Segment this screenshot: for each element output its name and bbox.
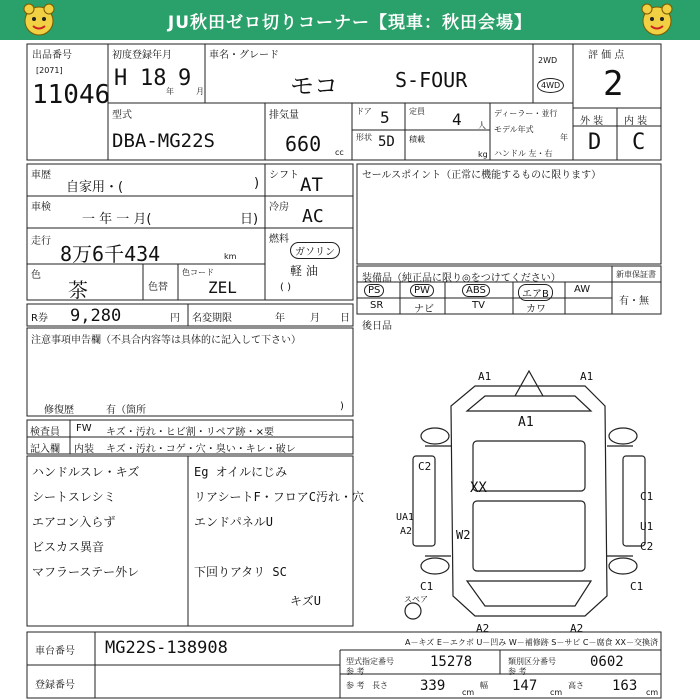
lot-small: [2071] [36, 66, 63, 75]
mark-a1-fl: A1 [478, 370, 492, 383]
first-reg-year: 18 [140, 66, 167, 91]
exterior-label: 外 装 [580, 116, 604, 127]
rtax-label: R券 [31, 313, 48, 324]
notes-label: 注意事項申告欄（不具合内容等は具体的に記入して下さい） [31, 335, 301, 346]
remark-right-2: リアシートF・フロアC汚れ・穴 [194, 490, 364, 504]
month-unit: 月 [196, 87, 204, 96]
height-value: 163 [612, 678, 638, 694]
mark-a2-rear-right: A2 [570, 622, 584, 635]
equip-ps: PS [364, 284, 384, 297]
door-value: 5 [380, 108, 390, 127]
chassis-value: MG22S-138908 [105, 638, 228, 658]
shape-value: 5D [378, 134, 395, 150]
drive-2wd: 2WD [538, 56, 558, 65]
door-label: ドア [356, 107, 372, 116]
dealer-label: ディーラー・並行 [494, 109, 558, 118]
shift-value: AT [300, 174, 323, 196]
rtax-value: 9,280 [70, 306, 122, 326]
shaken-value: 一 年 一 月( [82, 212, 152, 227]
load-unit: kg [478, 150, 488, 159]
remark-right-6: キズU [290, 594, 321, 608]
color-value: 茶 [68, 278, 88, 302]
mark-xx: XX [470, 480, 487, 496]
interior-row-label: 内装 [74, 444, 94, 455]
ref-label-2: 参 考 [508, 667, 527, 676]
color-code-value: ZEL [208, 278, 237, 297]
color-change-label: 色替 [148, 282, 168, 293]
spare-label: スペア [404, 595, 428, 604]
fw-label: FW [76, 423, 92, 434]
remark-right-1: Eg オイルにじみ [194, 465, 288, 479]
height-label: 高さ [568, 681, 584, 690]
length-value: 339 [420, 678, 446, 694]
remark-left-3: エアコン入らず [32, 515, 116, 529]
mark-a2-rear-left: A2 [476, 622, 490, 635]
handle-label: ハンドル 左・右 [494, 149, 553, 158]
width-label: 幅 [480, 681, 488, 690]
remark-left-4: ビスカス異音 [32, 540, 105, 554]
equip-leather: カワ [526, 304, 546, 315]
fuel-other: ( ) [280, 282, 291, 293]
fw-items: キズ・汚れ・ヒビ割・リペア跡・×要 [106, 427, 274, 438]
mark-u1-right: U1 [640, 520, 654, 533]
fuel-diesel: 軽 油 [290, 264, 318, 278]
first-reg-label: 初度登録年月 [112, 50, 172, 61]
mark-c2-right: C2 [640, 540, 654, 553]
disp-label: 排気量 [269, 110, 299, 121]
remark-left-1: ハンドルスレ・キズ [32, 465, 140, 479]
width-value: 147 [512, 678, 538, 694]
name-change-label: 名変期限 [192, 313, 232, 324]
name-label: 車名・グレード [209, 50, 279, 61]
page-title: JU秋田ゼロ切りコーナー【現車：秋田会場】 [167, 13, 533, 33]
after-items-label: 後日品 [362, 321, 392, 332]
lot-label: 出品番号 [32, 50, 72, 61]
car-name: モコ [290, 72, 338, 100]
year-unit: 年 [166, 87, 174, 96]
mark-a2-left: A2 [400, 526, 413, 537]
mileage-value: 8万6千434 [60, 242, 161, 266]
remark-left-2: シートスレシミ [32, 490, 116, 504]
lot-number: 11046 [32, 80, 111, 110]
interior-label: 内 装 [624, 116, 648, 127]
mark-c1-bottom-left: C1 [420, 580, 434, 593]
type-no-value: 15278 [430, 654, 473, 670]
history-value: 自家用・( [66, 180, 124, 195]
warranty-label: 新車保証書 [616, 270, 656, 279]
seats-value: 4 [452, 110, 462, 129]
type-no-label: 型式指定番号 [346, 657, 394, 666]
length-label: 長さ [372, 681, 388, 690]
remark-right-5: 下回りアタリ SC [194, 565, 287, 579]
cat-no-value: 0602 [590, 654, 624, 670]
history-close: ) [254, 176, 260, 191]
load-label: 積載 [409, 135, 425, 144]
sales-point-label: セールスポイント（正常に機能するものに限ります） [362, 170, 602, 181]
disp-value: 660 [285, 132, 322, 156]
color-code-label: 色コード [182, 268, 214, 277]
car-grade: S-FOUR [395, 68, 468, 92]
equip-pw: PW [410, 284, 434, 297]
mark-a1-hood: A1 [518, 415, 534, 430]
seats-label: 定員 [409, 107, 425, 116]
rtax-unit: 円 [170, 313, 180, 324]
model-label: 型式 [112, 110, 132, 121]
mark-c1-bottom-right: C1 [630, 580, 644, 593]
repair-value: 有（箇所 [106, 405, 146, 416]
first-reg-era: H [114, 66, 128, 91]
nc-year: 年 [275, 313, 285, 324]
equip-aw: AW [574, 284, 591, 295]
fuel-gasoline: ガソリン [290, 242, 340, 259]
mark-ua1: UA1 [396, 512, 415, 523]
first-reg-month: 9 [178, 66, 192, 91]
ac-label: 冷房 [269, 202, 289, 213]
ac-value: AC [302, 206, 324, 227]
equip-abs: ABS [462, 284, 490, 297]
exterior-score: D [588, 130, 602, 155]
fill-label: 記入欄 [30, 444, 60, 455]
seats-unit: 人 [478, 121, 486, 130]
mileage-unit: km [224, 252, 237, 261]
equip-navi: ナビ [414, 304, 434, 315]
score-label: 評 価 点 [588, 50, 625, 61]
model-year-label: モデル年式 [494, 125, 534, 134]
disp-unit: cc [335, 148, 344, 157]
nc-day: 日 [340, 313, 350, 324]
cat-no-label: 類別区分番号 [508, 657, 556, 666]
remark-left-5: マフラーステー外レ [32, 565, 140, 579]
mark-c2-left: C2 [418, 460, 432, 473]
dim-ref-label: 参 考 [346, 681, 365, 690]
warranty-value: 有・無 [619, 296, 649, 307]
inspector-label: 検査員 [30, 427, 60, 438]
remark-right-3: エンドパネルU [194, 515, 273, 529]
shaken-close: 日) [240, 212, 259, 227]
car-damage-diagram [395, 366, 663, 628]
repair-close: ) [340, 401, 344, 412]
shaken-label: 車検 [31, 202, 51, 213]
equip-tv: TV [472, 300, 485, 311]
interior-score: C [632, 130, 646, 155]
shape-label: 形状 [356, 133, 372, 142]
mark-c1-right: C1 [640, 490, 654, 503]
equip-sr: SR [370, 300, 384, 311]
model-value: DBA-MG22S [112, 130, 215, 152]
fuel-label: 燃料 [269, 234, 289, 245]
history-label: 車歴 [31, 170, 51, 181]
interior-items: キズ・汚れ・コゲ・穴・臭い・キレ・破レ [106, 444, 296, 455]
equipment-label: 装備品（純正品に限り◎をつけてください） [362, 273, 561, 284]
width-unit: cm [550, 688, 563, 697]
length-unit: cm [462, 688, 475, 697]
score-value: 2 [603, 64, 624, 104]
reg-label: 登録番号 [35, 680, 75, 691]
repair-label: 修復歴 [44, 405, 74, 416]
damage-legend: A－キズ E－エクボ U－凹み W－補修跡 S－サビ C－腐食 XX－交換済 [405, 638, 659, 647]
mark-w2: W2 [456, 528, 471, 542]
mileage-label: 走行 [31, 236, 51, 247]
nc-month: 月 [310, 313, 320, 324]
shift-label: シフト [269, 170, 299, 181]
height-unit: cm [646, 688, 659, 697]
chassis-label: 車台番号 [35, 646, 75, 657]
model-year-unit: 年 [560, 133, 568, 142]
drive-4wd: 4WD [537, 78, 564, 93]
color-label: 色 [31, 270, 41, 281]
mark-a1-fr: A1 [580, 370, 594, 383]
ref-label-1: 参 考 [346, 667, 365, 676]
equip-airbag: エアB [518, 284, 553, 301]
